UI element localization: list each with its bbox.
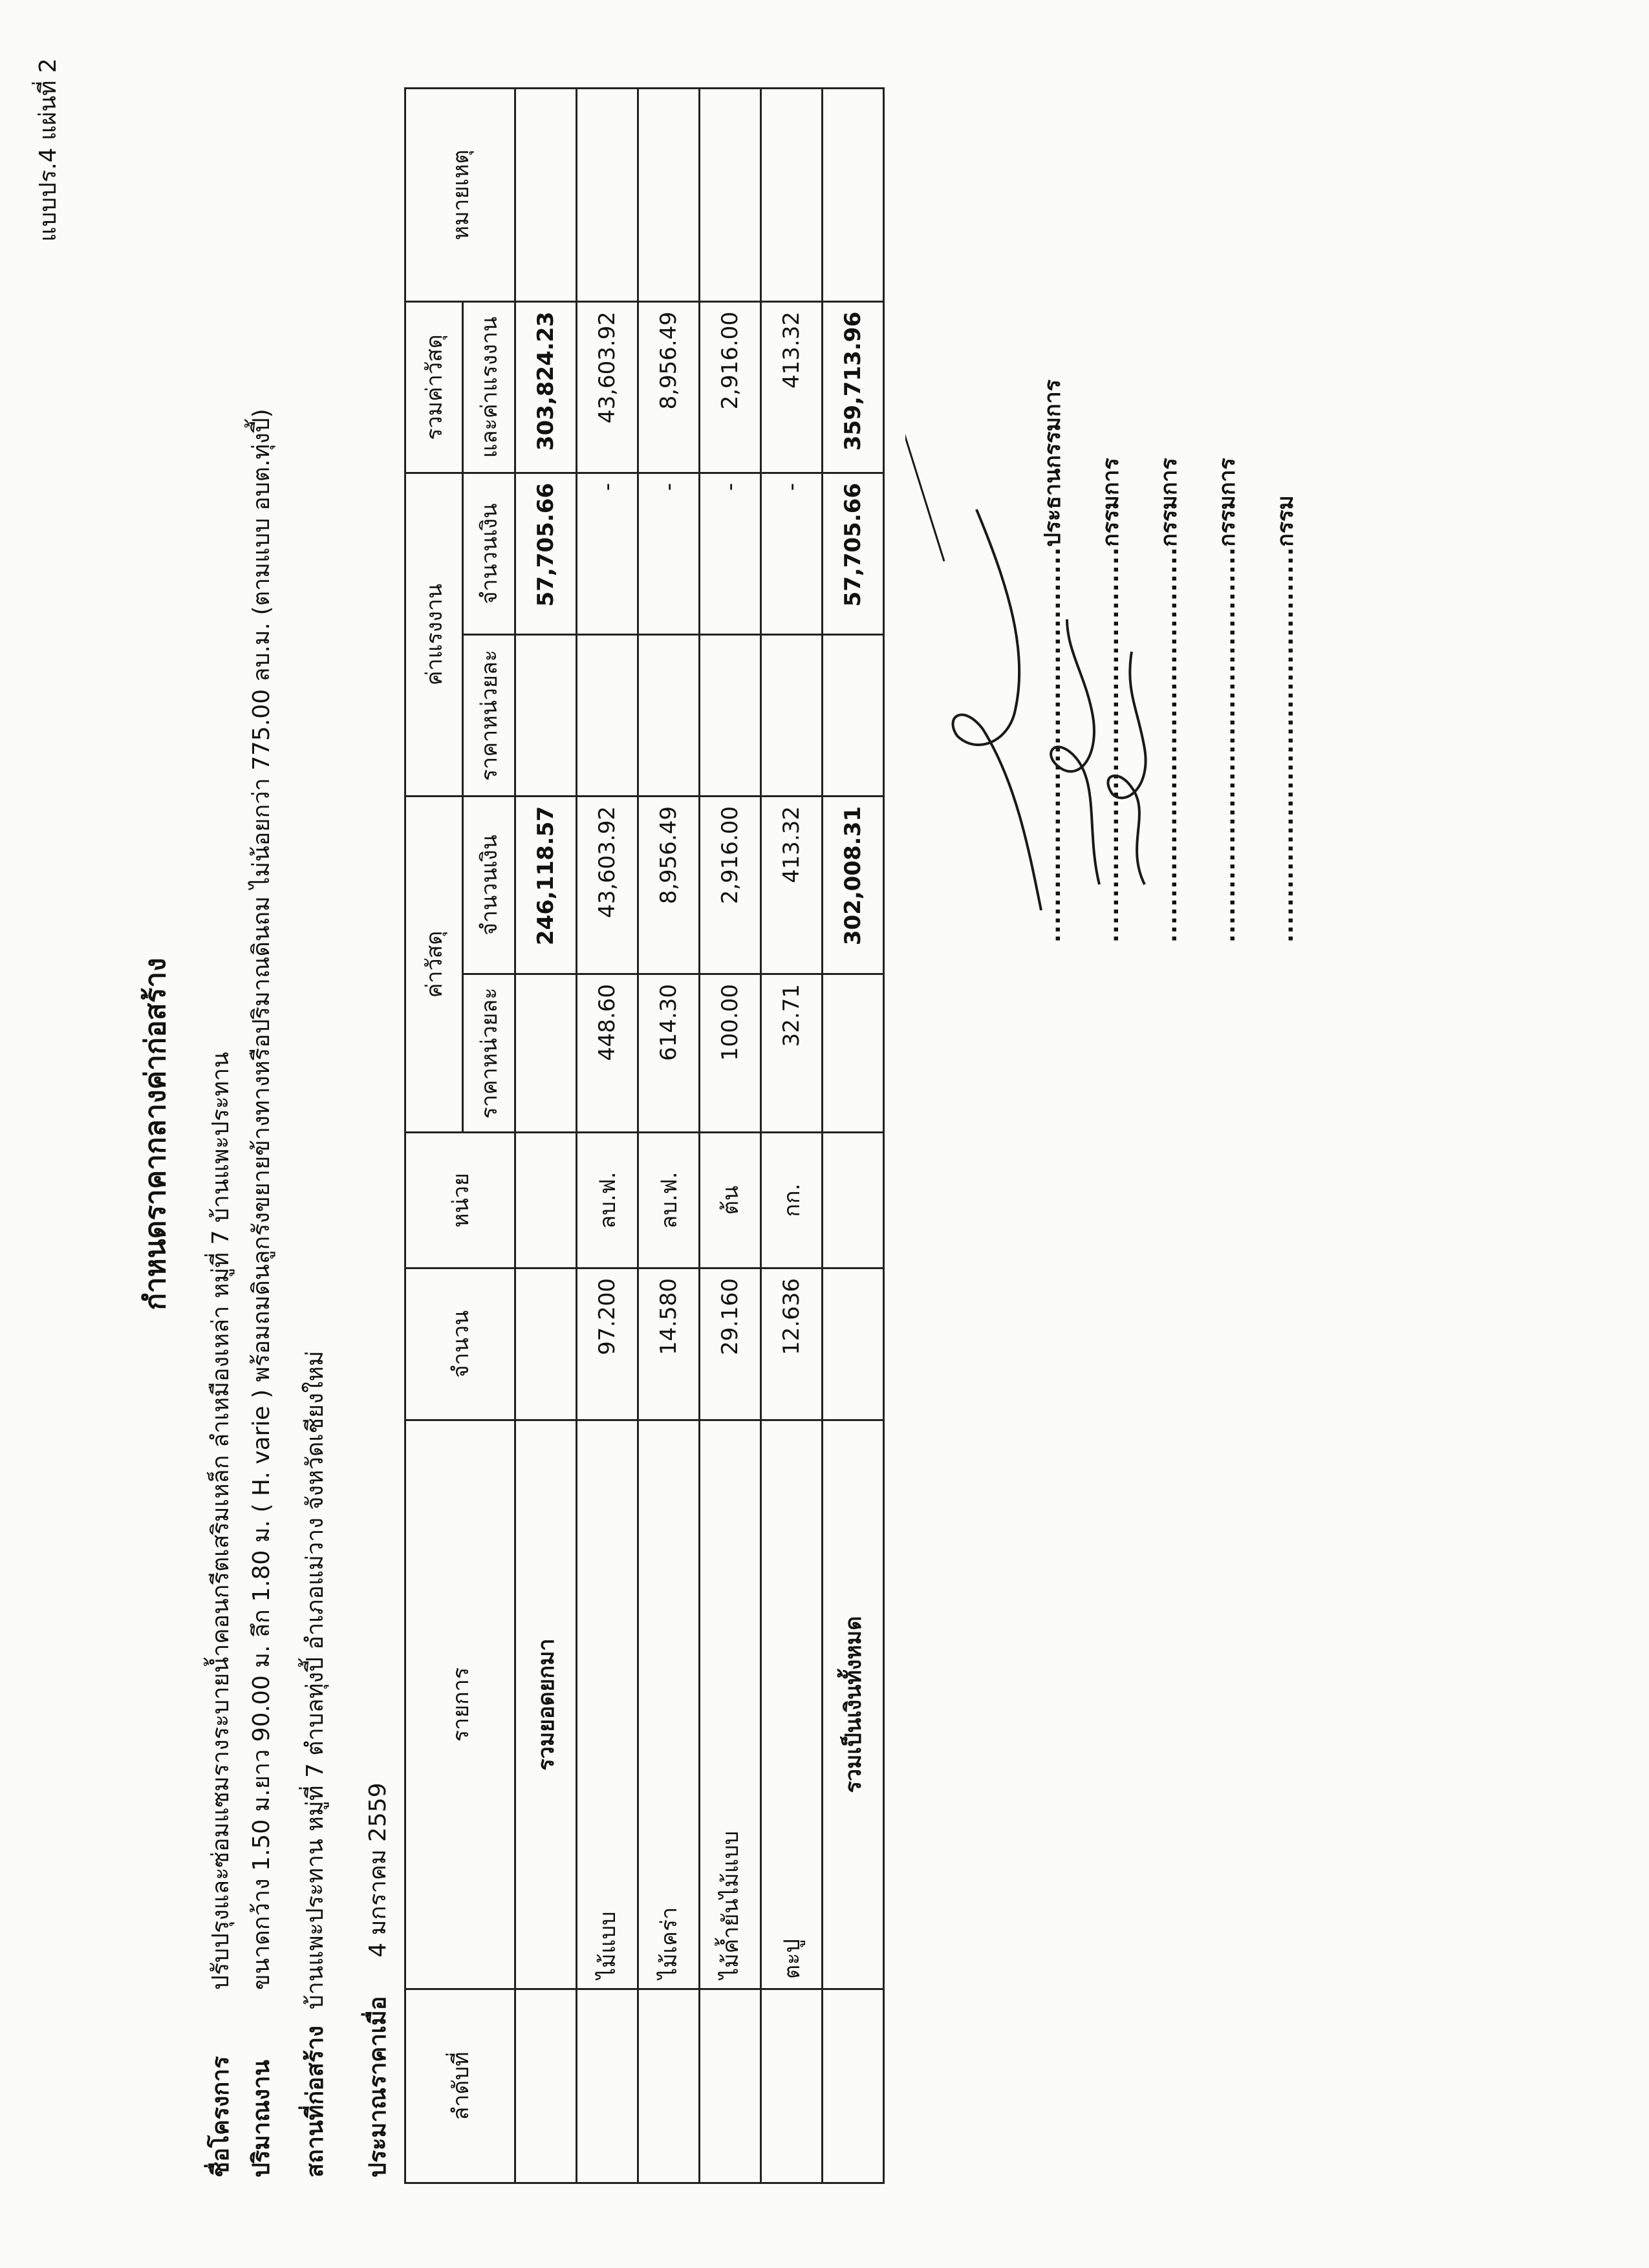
project-value: ปรับปรุงและซ่อมแซมรางระบายน้ำคอนกรีตเสริมเหล็ก ลำเหมืองเหล่า หมู่ที่ 7 บ้านแพะประทาน (208, 1052, 234, 1990)
header-unit: หน่วย (405, 1133, 515, 1268)
row-labor-amount: - (638, 473, 700, 634)
grand-total-row (823, 88, 884, 2183)
grand-total-material: 302,008.31 (823, 796, 884, 974)
signature-line-member: ............................................กรรม (1273, 495, 1299, 943)
carried-forward-material: 246,118.57 (515, 796, 577, 974)
row-material-unit-price: 448.60 (577, 974, 638, 1133)
row-material-amount: 413.32 (761, 796, 823, 974)
row-item: ตะปู (761, 1420, 823, 1989)
grand-total-label: รวมเป็นเงินทั้งหมด (823, 1420, 884, 1989)
document-title: กำหนดราคากลางค่าก่อสร้าง (139, 957, 172, 1311)
row-labor-amount: - (577, 473, 638, 634)
estimate-date-line (359, 1782, 396, 2177)
row-labor-unit-price (700, 634, 761, 796)
row-material-amount: 8,956.49 (638, 796, 700, 974)
handwritten-signature-mark (905, 341, 1229, 923)
row-unit: ลบ.ฟ. (638, 1133, 700, 1268)
signature-line-member: ............................................กรรมการ (1098, 458, 1124, 943)
signature-role: กรรมการ (1098, 458, 1124, 547)
carried-forward-label: รวมยอดยกมา (515, 1420, 577, 1989)
row-material-unit-price: 100.00 (700, 974, 761, 1133)
header-total-line2: และค่าแรงงาน (463, 301, 515, 473)
header-labor-amount: จำนวนเงิน (463, 473, 515, 634)
table-row (700, 88, 761, 2183)
grand-total-total: 359,713.96 (823, 301, 884, 473)
row-total: 413.32 (761, 301, 823, 473)
header-total: รวมค่าวัสดุ (405, 301, 463, 473)
row-labor-unit-price (761, 634, 823, 796)
cost-table (404, 87, 885, 2184)
row-qty: 12.636 (761, 1268, 823, 1420)
header-remark: หมายเหตุ (405, 88, 515, 301)
row-labor-amount: - (761, 473, 823, 634)
table-row (761, 88, 823, 2183)
row-total: 8,956.49 (638, 301, 700, 473)
signature-line-chair: ............................................ประธานกรรมการ (1040, 380, 1066, 943)
row-labor-unit-price (638, 634, 700, 796)
header-material: ค่าวัสดุ (405, 796, 463, 1132)
quantity-label: ปริมาณงาน (248, 2060, 275, 2177)
signature-role: ประธานกรรมการ (1040, 380, 1066, 547)
row-remark (577, 88, 638, 301)
estimate-date-label: ประมาณราคาเมื่อ (365, 1996, 391, 2177)
row-unit: ลบ.ฟ. (577, 1133, 638, 1268)
header-item: รายการ (405, 1420, 515, 1989)
carried-forward-labor: 57,705.66 (515, 473, 577, 634)
row-unit: กก. (761, 1133, 823, 1268)
header-labor-unit-price: ราคาหน่วยละ (463, 634, 515, 796)
estimate-date-value: 4 มกราคม 2559 (365, 1782, 391, 1958)
project-line (202, 1052, 239, 2177)
row-item: ไม้ค้ำยันไม้แบบ (700, 1420, 761, 1989)
row-labor-amount: - (700, 473, 761, 634)
carried-forward-row (515, 88, 577, 2183)
row-qty: 97.200 (577, 1268, 638, 1420)
row-material-amount: 43,603.92 (577, 796, 638, 974)
row-material-unit-price: 32.71 (761, 974, 823, 1133)
project-label: ชื่อโครงการ (208, 2056, 234, 2177)
header-qty: จำนวน (405, 1268, 515, 1420)
row-item: ไม้เคร่า (638, 1420, 700, 1989)
row-total: 43,603.92 (577, 301, 638, 473)
row-remark (761, 88, 823, 301)
grand-total-labor: 57,705.66 (823, 473, 884, 634)
signature-role: กรรมการ (1156, 458, 1182, 547)
row-qty: 29.160 (700, 1268, 761, 1420)
row-remark (700, 88, 761, 301)
quantity-value: ขนาดกว้าง 1.50 ม.ยาว 90.00 ม. ลึก 1.80 ม. ( H. varie ) พร้อมถมดินลูกรังขยายข้างทางหรือปริมาณดินถม ไม่น้อยกว่า 775.00 ลบ.ม. (ตามแบบ อบต.ทุ่งปี้) (248, 409, 275, 1990)
row-qty: 14.580 (638, 1268, 700, 1420)
header-material-unit-price: ราคาหน่วยละ (463, 974, 515, 1133)
signature-role: กรรมการ (1214, 458, 1240, 547)
row-total: 2,916.00 (700, 301, 761, 473)
form-reference: แบบปร.4 แผ่นที่ 2 (35, 58, 61, 242)
location-value: บ้านแพะประทาน หมู่ที่ 7 ตำบลทุ่งปี้ อำเภอแม่วาง จังหวัดเชียงใหม่ (302, 1351, 329, 2010)
header-no: ลำดับที่ (405, 1989, 515, 2183)
carried-forward-total: 303,824.23 (515, 301, 577, 473)
row-material-unit-price: 614.30 (638, 974, 700, 1133)
header-labor: ค่าแรงงาน (405, 473, 463, 796)
signature-role: กรรม (1273, 495, 1299, 547)
row-unit: ต้น (700, 1133, 761, 1268)
location-label: สถานที่ก่อสร้าง (302, 2026, 329, 2177)
table-row (577, 88, 638, 2183)
signature-line-member: ............................................กรรมการ (1156, 458, 1182, 943)
table-row (638, 88, 700, 2183)
location-line (296, 1351, 333, 2177)
signature-line-member: ............................................กรรมการ (1214, 458, 1240, 943)
row-material-amount: 2,916.00 (700, 796, 761, 974)
row-labor-unit-price (577, 634, 638, 796)
quantity-line (242, 409, 279, 2177)
row-remark (638, 88, 700, 301)
header-material-amount: จำนวนเงิน (463, 796, 515, 974)
row-item: ไม้แบบ (577, 1420, 638, 1989)
